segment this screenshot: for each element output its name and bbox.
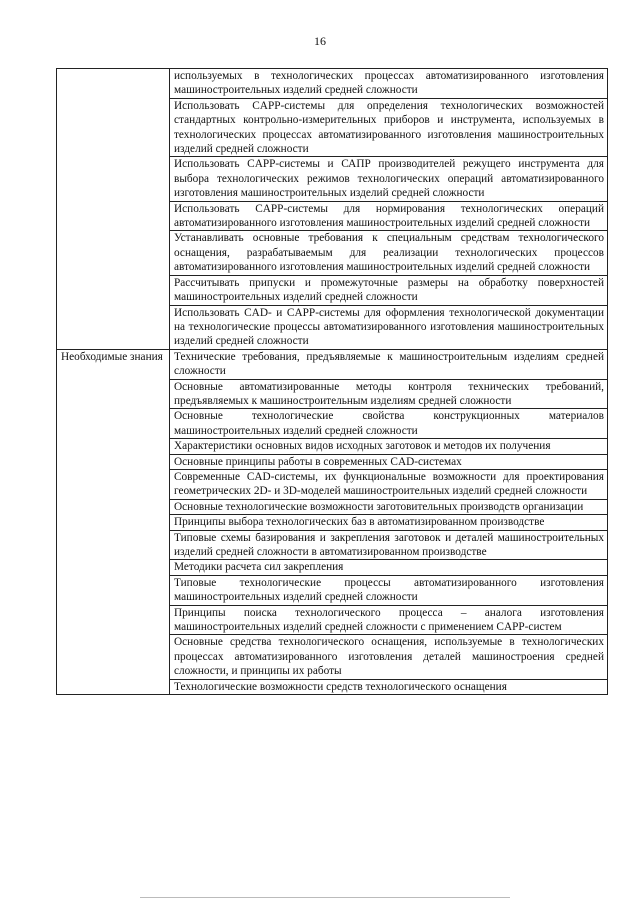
skill-item: Использовать CAPP-системы и САПР производителей режущего инструмента для выбора технологических режимов технологических операций автоматизированного изготовления машиностроительных изделий средней сложности [170, 157, 608, 201]
knowledge-item: Принципы выбора технологических баз в автоматизированном производстве [170, 515, 608, 530]
knowledge-item: Типовые схемы базирования и закрепления заготовок и деталей машиностроительных изделий средней сложности в автоматизированном производстве [170, 530, 608, 560]
skill-item: Рассчитывать припуски и промежуточные размеры на обработку поверхностей машиностроительных изделий средней сложности [170, 275, 608, 305]
knowledge-item: Основные средства технологического оснащения, используемые в технологических процессах автоматизированного изготовления деталей машиностроения средней сложности, и принципы их работы [170, 635, 608, 679]
knowledge-item: Технические требования, предъявляемые к машиностроительным изделиям средней сложности [170, 349, 608, 379]
knowledge-item: Основные технологические свойства конструкционных материалов машиностроительных изделий средней сложности [170, 409, 608, 439]
skills-row [57, 69, 608, 99]
skill-item: Использовать CAPP-системы для нормирования технологических операций автоматизированного изготовления машиностроительных изделий средней сложности [170, 201, 608, 231]
scan-edge-line [140, 897, 510, 898]
page-number: 16 [314, 34, 326, 48]
skills-label-cell [57, 69, 170, 350]
skill-item: Устанавливать основные требования к специальным средствам технологического оснащения, разрабатываемым для реализации технологических процессов автоматизированного изготовления машиностроительных изделий средней сложности [170, 231, 608, 275]
knowledge-item: Принципы поиска технологического процесса – аналога изготовления машиностроительных изделий средней сложности с применением CAPP-систем [170, 605, 608, 635]
knowledge-item: Современные CAD-системы, их функциональные возможности для проектирования геометрических 2D- и 3D-моделей машиностроительных изделий средней сложности [170, 469, 608, 499]
knowledge-item: Основные принципы работы в современных CAD-системах [170, 454, 608, 469]
knowledge-item: Методики расчета сил закрепления [170, 560, 608, 575]
knowledge-item: Технологические возможности средств технологического оснащения [170, 679, 608, 694]
skill-item: используемых в технологических процессах автоматизированного изготовления машиностроительных изделий средней сложности [170, 69, 608, 99]
skill-item: Использовать CAD- и CAPP-системы для оформления технологической документации на технологические процессы автоматизированного изготовления машиностроительных изделий средней сложности [170, 305, 608, 349]
knowledge-item: Основные технологические возможности заготовительных производств организации [170, 499, 608, 514]
knowledge-row [57, 349, 608, 379]
requirements-table [56, 68, 608, 695]
skill-item: Использовать CAPP-системы для определения технологических возможностей стандартных контрольно-измерительных приборов и инструмента, используемых в технологических процессах автоматизированного изготовления машиностроительных изделий средней сложности [170, 98, 608, 157]
knowledge-item: Характеристики основных видов исходных заготовок и методов их получения [170, 439, 608, 454]
knowledge-label: Необходимые знания [57, 349, 170, 694]
knowledge-item: Основные автоматизированные методы контроля технических требований, предъявляемых к машиностроительным изделиям средней сложности [170, 379, 608, 409]
knowledge-item: Типовые технологические процессы автоматизированного изготовления машиностроительных изделий средней сложности [170, 575, 608, 605]
